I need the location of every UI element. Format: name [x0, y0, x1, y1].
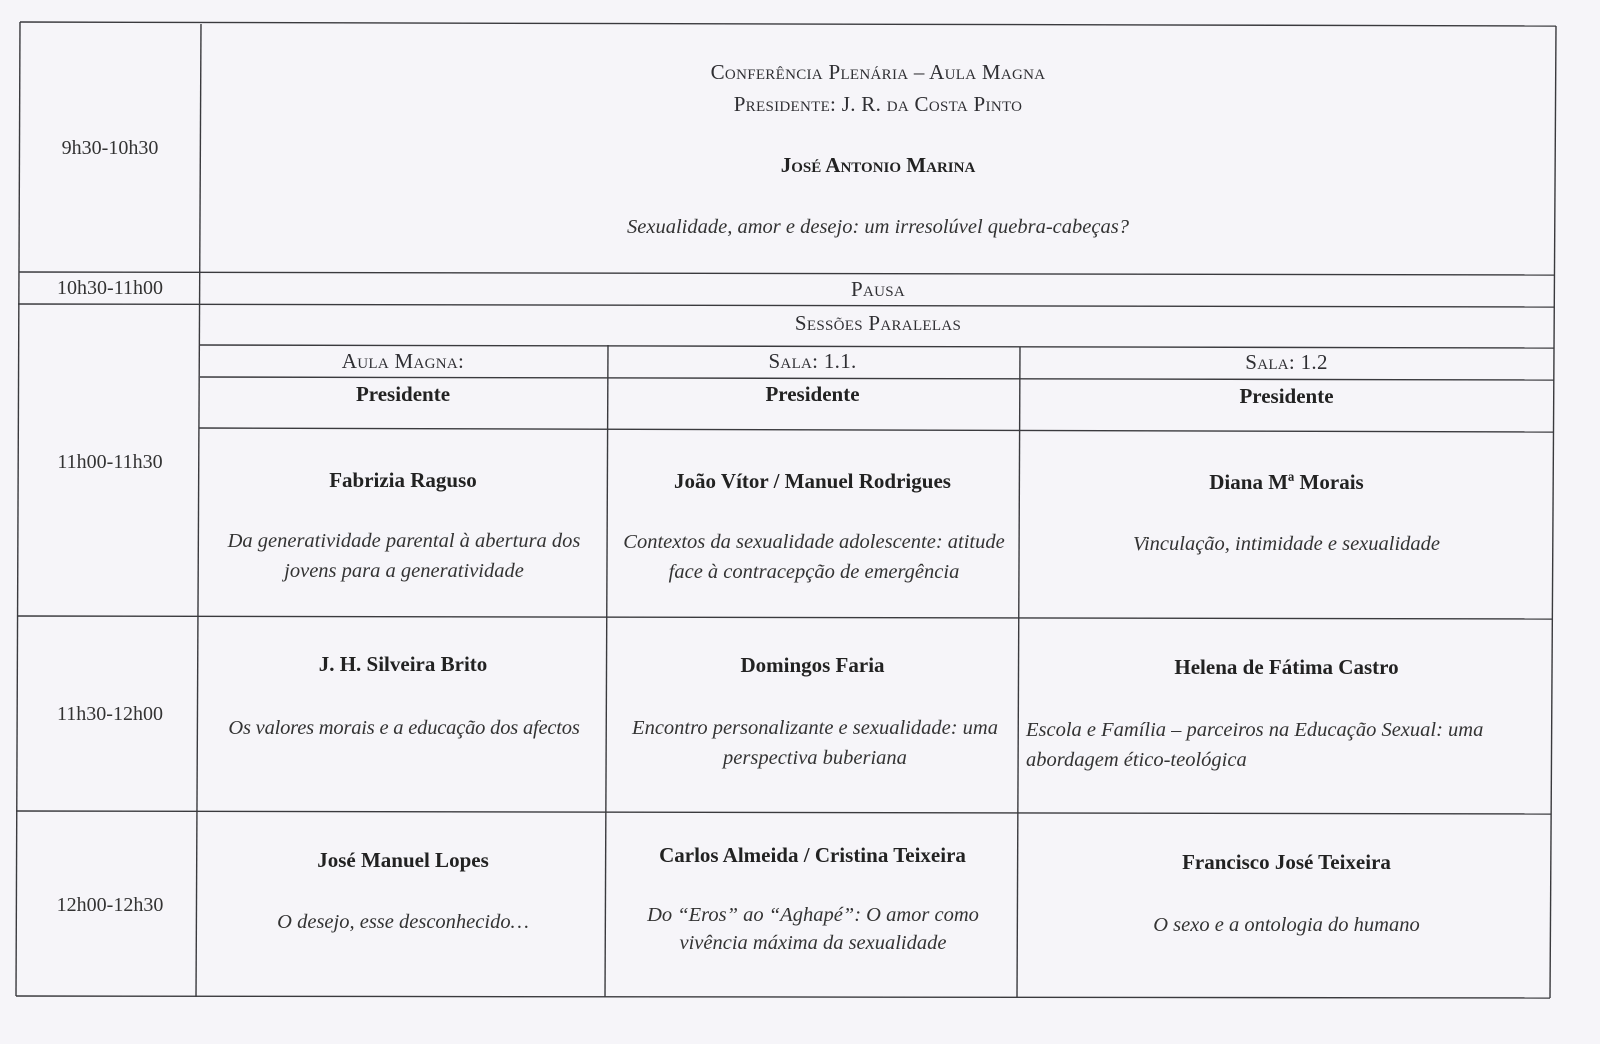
room-name: Aula Magna:: [341, 349, 465, 373]
session-speaker: J. H. Silveira Brito: [318, 652, 488, 676]
session-title: Do “Eros” ao “Aghapé”: O amor como vivência máxima da sexualidade: [647, 904, 979, 954]
session-speaker: Helena de Fátima Castro: [1174, 655, 1399, 679]
session-title: Vinculação, intimidade e sexualidade: [1132, 533, 1441, 555]
room-president-label: Presidente: [765, 382, 860, 406]
session-title: O desejo, esse desconhecido…: [277, 911, 529, 933]
pause-time: 10h30-11h00: [57, 277, 163, 299]
plenary-title: Conferência Plenária – Aula Magna: [710, 60, 1046, 84]
plenary-talk-title: Sexualidade, amor e desejo: um irresolúvel quebra-cabeças?: [627, 216, 1129, 238]
room-president-label: Presidente: [355, 382, 451, 406]
session-speaker: Fabrizia Raguso: [329, 468, 477, 492]
session-title: Encontro personalizante e sexualidade: uma perspectiva buberiana: [632, 717, 998, 769]
session-title: Contextos da sexualidade adolescente: atitude face à contracepção de emergência: [623, 531, 1005, 583]
slot-time: 11h30-12h00: [57, 703, 163, 725]
session-title: Escola e Família – parceiros na Educação Sexual: uma abordagem ético-teológica: [1026, 719, 1484, 771]
room-president-label: Presidente: [1239, 384, 1334, 408]
session-title: Os valores morais e a educação dos afectos: [228, 717, 580, 739]
slot-time: 12h00-12h30: [56, 894, 164, 916]
session-speaker: Francisco José Teixeira: [1182, 850, 1391, 874]
session-title: O sexo e a ontologia do humano: [1153, 914, 1420, 936]
session-speaker: João Vítor / Manuel Rodrigues: [674, 469, 951, 493]
session-speaker: Domingos Faria: [740, 653, 885, 677]
session-speaker: Carlos Almeida / Cristina Teixeira: [659, 843, 966, 867]
room-name: Sala: 1.1.: [768, 349, 857, 373]
session-speaker: José Manuel Lopes: [317, 848, 489, 872]
plenary-time: 9h30-10h30: [61, 137, 159, 159]
room-name: Sala: 1.2: [1245, 350, 1328, 374]
session-speaker: Diana Mª Morais: [1209, 470, 1364, 494]
pause-label: Pausa: [850, 277, 906, 301]
slot-time: 11h00-11h30: [57, 451, 163, 473]
session-title: Da generatividade parental à abertura dos jovens para a generatividade: [227, 530, 581, 582]
plenary-speaker: José Antonio Marina: [780, 153, 976, 177]
parallel-sessions-title: Sessões Paralelas: [794, 311, 962, 335]
plenary-president: Presidente: J. R. da Costa Pinto: [733, 92, 1023, 116]
